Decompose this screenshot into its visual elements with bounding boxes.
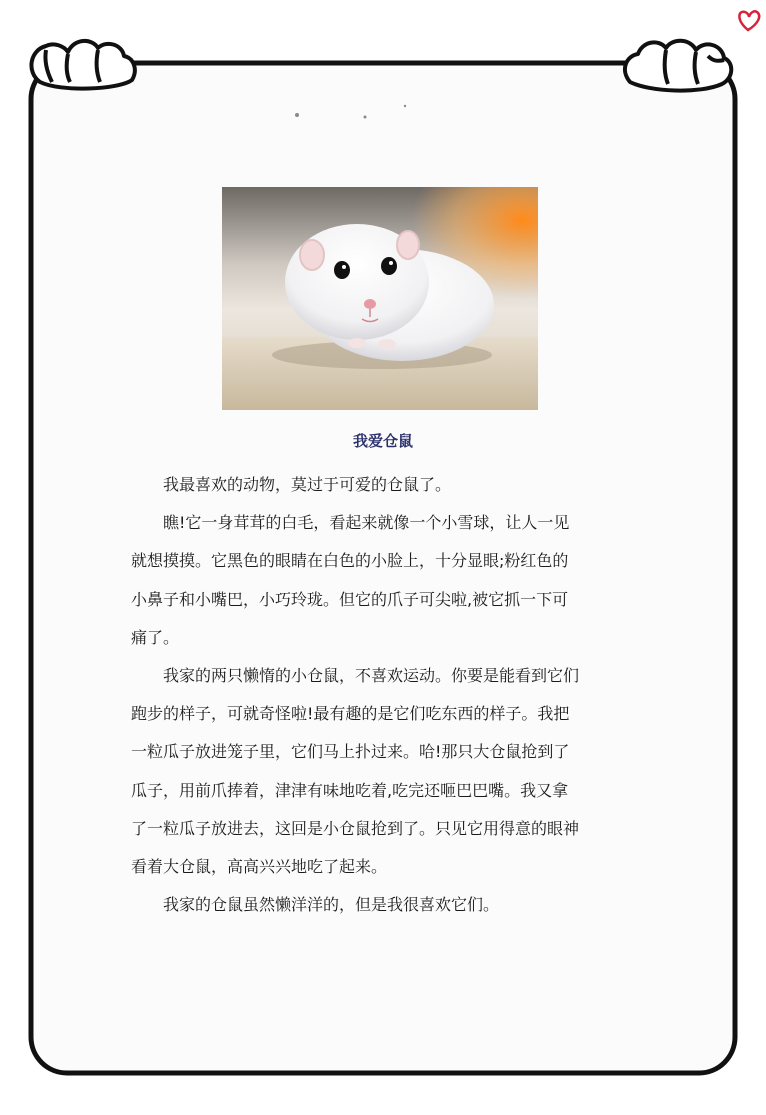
paragraph-3 <box>131 657 637 886</box>
hamster-photo <box>222 187 538 410</box>
essay-title: 我爱仓鼠 <box>352 432 413 450</box>
text-line: 一粒瓜子放进笼子里，它们马上扑过来。哈!那只大仓鼠抢到了 <box>131 742 570 762</box>
essay-body <box>131 466 637 924</box>
text-line: 瓜子，用前爪捧着，津津有味地吃着,吃完还咂巴巴嘴。我又拿 <box>131 780 569 800</box>
text-line: 我家的仓鼠虽然懒洋洋的，但是我很喜欢它们。 <box>163 895 500 915</box>
text-line: 我家的两只懒惰的小仓鼠，不喜欢运动。你要是能看到它们 <box>163 666 580 686</box>
text-line: 了一粒瓜子放进去，这回是小仓鼠抢到了。只见它用得意的眼神 <box>131 818 580 838</box>
text-line: 跑步的样子，可就奇怪啦!最有趣的是它们吃东西的样子。我把 <box>131 704 570 724</box>
text-line: 我最喜欢的动物，莫过于可爱的仓鼠了。 <box>163 475 452 494</box>
text-line: 看着大仓鼠，高高兴兴地吃了起来。 <box>131 857 388 877</box>
text-line: 痛了。 <box>131 627 180 647</box>
paragraph-2 <box>131 504 637 657</box>
text-line: 就想摸摸。它黑色的眼睛在白色的小脸上，十分显眼;粉红色的 <box>131 551 569 571</box>
text-line: 瞧!它一身茸茸的白毛，看起来就像一个小雪球，让人一见 <box>163 513 570 533</box>
paragraph-4 <box>131 886 637 924</box>
left-paw-icon <box>31 41 134 89</box>
text-line: 小鼻子和小嘴巴，小巧玲珑。但它的爪子可尖啦,被它抓一下可 <box>131 589 569 609</box>
paragraph-1 <box>131 466 637 504</box>
right-paw-icon <box>625 41 731 91</box>
heart-icon <box>739 11 759 30</box>
